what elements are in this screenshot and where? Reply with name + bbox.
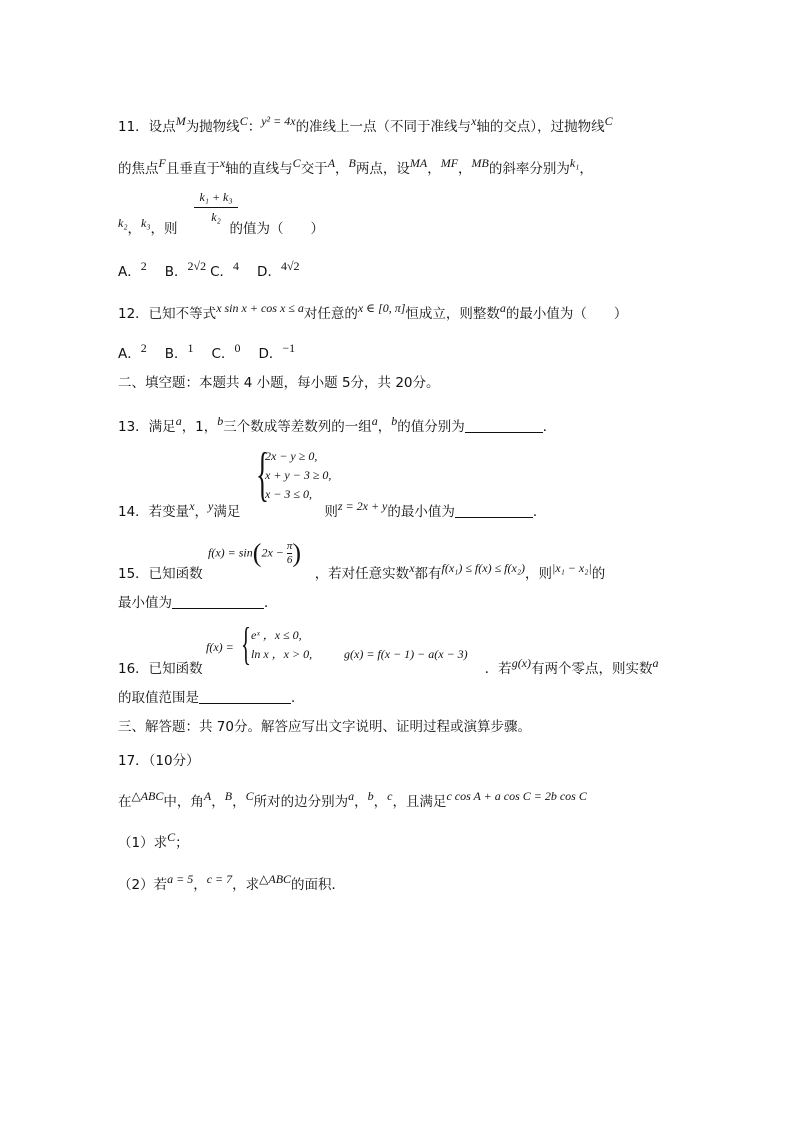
section-fill-in-heading: 二、填空题：本题共 4 小题，每小题 5分，共 20分。 <box>118 375 440 391</box>
answer-blank <box>172 594 264 609</box>
answer-blank <box>455 503 533 518</box>
q14-system: 2x − y ≥ 0, x + y − 3 ≥ 0, x − 3 ≤ 0, <box>265 449 332 501</box>
parabola-equation: y² = 4x <box>261 114 296 128</box>
q15-line1: 15．已知函数 ，若对任意实数x都有f(x₁) ≤ f(x) ≤ f(x₂)，则|x₁ − x₂|的 <box>118 561 606 582</box>
section-solve-heading: 三、解答题：共 70分。解答应写出文字说明、证明过程或演算步骤。 <box>118 719 531 735</box>
q16-cases: eˣ ，x ≤ 0, ln x ，x > 0, <box>251 628 313 661</box>
q17-part1: （1）求C； <box>118 830 189 851</box>
q12-options: A．2 B．1 C．0 D．−1 <box>118 341 296 362</box>
answer-blank <box>199 689 291 704</box>
q11-fraction: k₁ + k₃ k₂ <box>194 190 238 225</box>
q11-options: A．2 B．2√2 C．4 D．4√2 <box>118 259 300 280</box>
q16-line2: 的取值范围是 ． <box>118 690 305 706</box>
q16-f: f(x) = <box>206 640 234 654</box>
q17-stem: 在△ABC中，角A，B，C所对的边分别为a，b，c，且满足c cos A + a cos C = 2b cos C <box>118 789 587 810</box>
q13: 13．满足a，1，b三个数成等差数列的一组a，b的值分别为 ． <box>118 414 557 435</box>
q11-line3: k₂，k₃，则 的值为（ ） <box>118 216 324 237</box>
system-brace: { <box>256 441 269 507</box>
math-M: M <box>175 114 186 128</box>
q12-stem: 12．已知不等式x sin x + cos x ≤ a对任意的x ∈ [0, π]恒成立，则整数a的最小值为（ ） <box>118 301 628 322</box>
q16-g: g(x) = f(x − 1) − a(x − 3) <box>344 647 468 661</box>
q17-part2: （2）若a = 5，c = 7，求△ABC的面积． <box>118 872 346 893</box>
answer-blank <box>465 418 543 433</box>
q11-line1: 11．设点M为抛物线C：y² = 4x的准线上一点（不同于准线与x轴的交点），过抛物线C <box>118 114 613 135</box>
piecewise-brace: { <box>241 618 251 669</box>
q17-head: 17．（10分） <box>118 753 200 769</box>
q11-line2: 的焦点F且垂直于x轴的直线与C交于A，B两点，设MA，MF，MB的斜率分别为k₁， <box>118 156 593 177</box>
q15-function: f(x) = sin(2x − $\frac{\pi}{6}$ ) <box>208 538 302 568</box>
q16-line1: 16．已知函数 ．若g(x)有两个零点，则实数a <box>118 656 659 677</box>
q14: 14．若变量x，y满足 则z = 2x + y的最小值为 ． <box>118 499 547 520</box>
q15-line2: 最小值为 ． <box>118 595 278 611</box>
